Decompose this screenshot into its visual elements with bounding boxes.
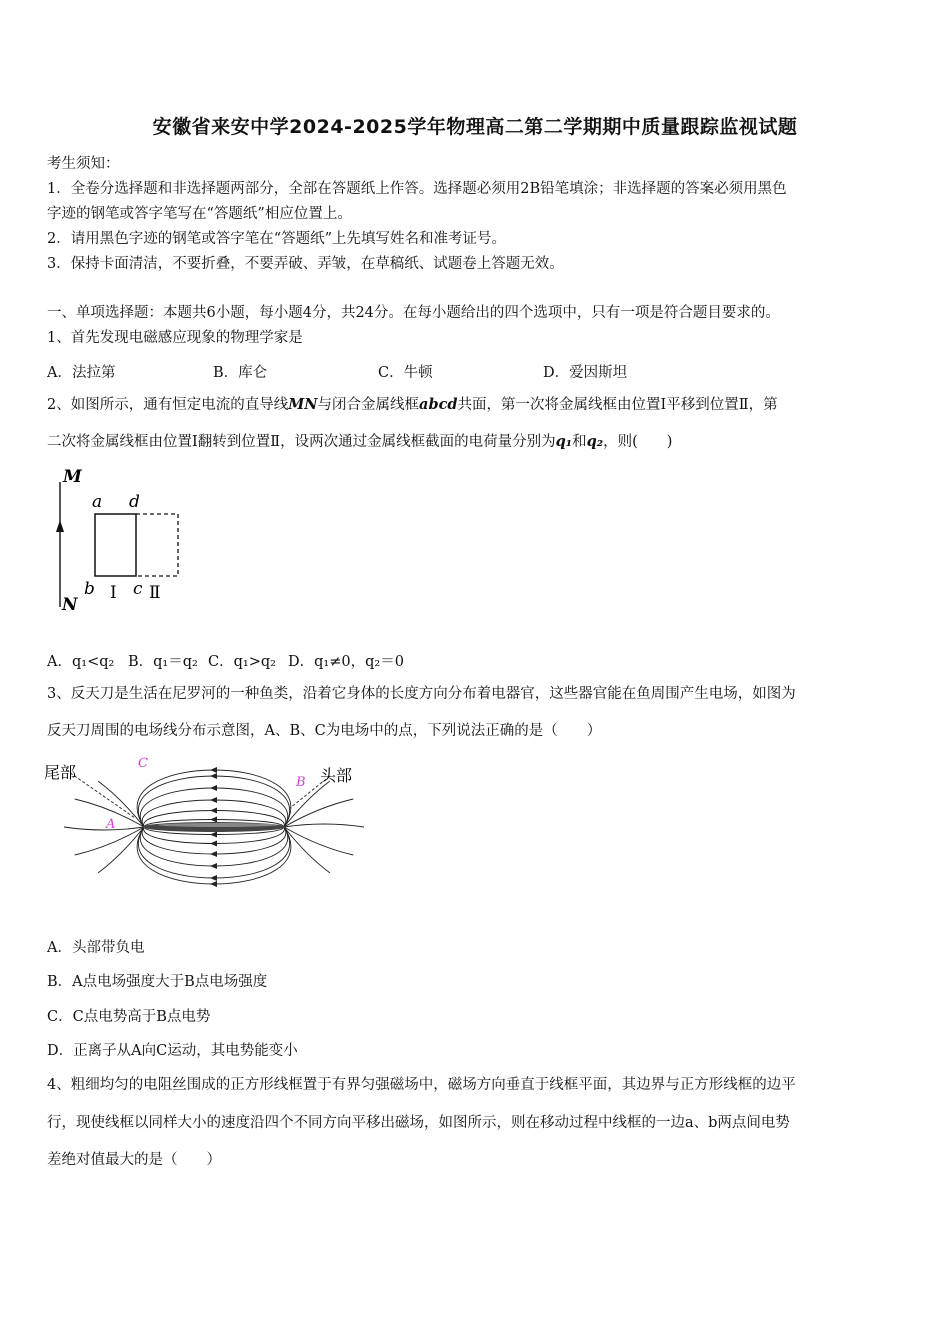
option-b[interactable]: B．库仑 xyxy=(213,365,268,381)
field-line-radial xyxy=(284,827,353,855)
field-arrow xyxy=(210,785,217,791)
section-heading: 一、单项选择题：本题共6小题，每小题4分，共24分。在每小题给出的四个选项中，只有一项是符合题目要求的。 xyxy=(47,305,780,321)
frame-position-2 xyxy=(136,514,178,576)
label-b: b xyxy=(84,579,95,599)
head-label: 头部 xyxy=(320,766,353,785)
point-c: C xyxy=(138,756,148,771)
question-3-option-c[interactable]: C．C点电势高于B点电势 xyxy=(47,1009,211,1025)
stem-text: ，则( ) xyxy=(603,434,673,450)
field-line-radial xyxy=(284,799,353,827)
field-line-radial xyxy=(284,824,364,827)
field-arrow xyxy=(210,808,217,814)
label-ii: Ⅱ xyxy=(149,583,161,603)
stem-text: 二次将金属线框由位置Ⅰ翻转到位置Ⅱ，设两次通过金属线框截面的电荷量分别为 xyxy=(47,434,556,450)
option-d[interactable]: D．q₁≠0，q₂＝0 xyxy=(288,654,404,670)
label-d: d xyxy=(129,492,140,512)
field-line-radial xyxy=(64,827,144,830)
notice-item: 1．全卷分选择题和非选择题两部分，全部在答题纸上作答。选择题必须用2B铅笔填涂；非选择题的答案必须用黑色 xyxy=(47,181,787,197)
field-arrow xyxy=(210,797,217,803)
field-arrow xyxy=(210,841,217,847)
frame-position-1 xyxy=(95,514,136,576)
stem-text: 和 xyxy=(572,434,587,450)
field-arrow xyxy=(210,817,217,823)
question-4-stem-line3: 差绝对值最大的是（ ） xyxy=(47,1152,221,1168)
field-arrow xyxy=(210,832,217,838)
question-1-stem: 1、首先发现电磁感应现象的物理学家是 xyxy=(47,330,303,346)
field-arrow xyxy=(210,851,217,857)
point-a: A xyxy=(106,817,116,832)
stem-text: 共面，第一次将金属线框由位置Ⅰ平移到位置Ⅱ，第 xyxy=(457,397,778,413)
stem-text: 与闭合金属线框 xyxy=(317,397,420,413)
notice-heading: 考生须知： xyxy=(47,156,120,172)
label-i: Ⅰ xyxy=(110,583,117,603)
label-a: a xyxy=(92,492,103,512)
question-2-stem-line2 xyxy=(47,432,907,452)
notice-item: 字迹的钢笔或答字笔写在“答题纸”相应位置上。 xyxy=(47,206,352,222)
q2-symbol: q₂ xyxy=(586,433,604,450)
question-4-stem-line2: 行，现使线框以同样大小的速度沿四个不同方向平移出磁场，如图所示，则在移动过程中线框的一边a、b两点间电势 xyxy=(47,1115,790,1131)
option-a[interactable]: A．q₁<q₂ xyxy=(47,654,115,670)
tail-label: 尾部 xyxy=(44,763,77,782)
current-arrow xyxy=(56,520,64,532)
notice-item: 3．保持卡面清洁，不要折叠，不要弄破、弄皱，在草稿纸、试题卷上答题无效。 xyxy=(47,256,564,272)
label-m: M xyxy=(63,467,82,487)
option-c[interactable]: C．q₁>q₂ xyxy=(208,654,276,670)
q1-symbol: q₁ xyxy=(555,433,573,450)
question-2-stem-line1 xyxy=(47,395,907,415)
option-a[interactable]: A．法拉第 xyxy=(47,365,116,381)
frame-label: abcd xyxy=(419,396,458,413)
option-d[interactable]: D．爱因斯坦 xyxy=(543,365,628,381)
field-arrow xyxy=(210,881,217,887)
question-1-options xyxy=(47,361,627,382)
label-c: c xyxy=(133,579,143,599)
question-3-stem-line1: 3、反天刀是生活在尼罗河的一种鱼类，沿着它身体的长度方向分布着电器官，这些器官能在鱼周围产生电场，如图为 xyxy=(47,686,796,702)
field-arrow xyxy=(210,875,217,881)
stem-text: 2、如图所示，通有恒定电流的直导线 xyxy=(47,397,289,413)
q2-figure xyxy=(45,462,195,622)
question-4-stem-line1: 4、粗细均匀的电阻丝围成的正方形线框置于有界匀强磁场中，磁场方向垂直于线框平面，其边界与正方形线框的边平 xyxy=(47,1077,796,1093)
question-3-option-d[interactable]: D．正离子从A向C运动，其电势能变小 xyxy=(47,1043,298,1059)
fish-body-highlight xyxy=(158,823,278,827)
question-3-option-b[interactable]: B．A点电场强度大于B点电场强度 xyxy=(47,974,268,990)
tail-pointer xyxy=(66,770,135,818)
option-b[interactable]: B．q₁＝q₂ xyxy=(128,654,198,670)
question-3-stem-line2: 反天刀周围的电场线分布示意图，A、B、C为电场中的点，下列说法正确的是（ ） xyxy=(47,723,602,739)
field-arrow xyxy=(210,773,217,779)
q3-figure xyxy=(40,748,370,920)
point-b: B xyxy=(296,775,306,790)
wire-label: MN xyxy=(288,396,318,413)
page-title: 安徽省来安中学2024-2025学年物理高二第二学期期中质量跟踪监视试题 xyxy=(152,116,798,138)
notice-item: 2．请用黑色字迹的钢笔或答字笔在“答题纸”上先填写姓名和准考证号。 xyxy=(47,231,507,247)
field-arrow xyxy=(210,767,217,773)
question-3-option-a[interactable]: A．头部带负电 xyxy=(47,940,145,956)
option-c[interactable]: C．牛顿 xyxy=(378,365,433,381)
field-arrow xyxy=(210,863,217,869)
question-2-options xyxy=(47,650,404,671)
label-n: N xyxy=(62,595,78,615)
